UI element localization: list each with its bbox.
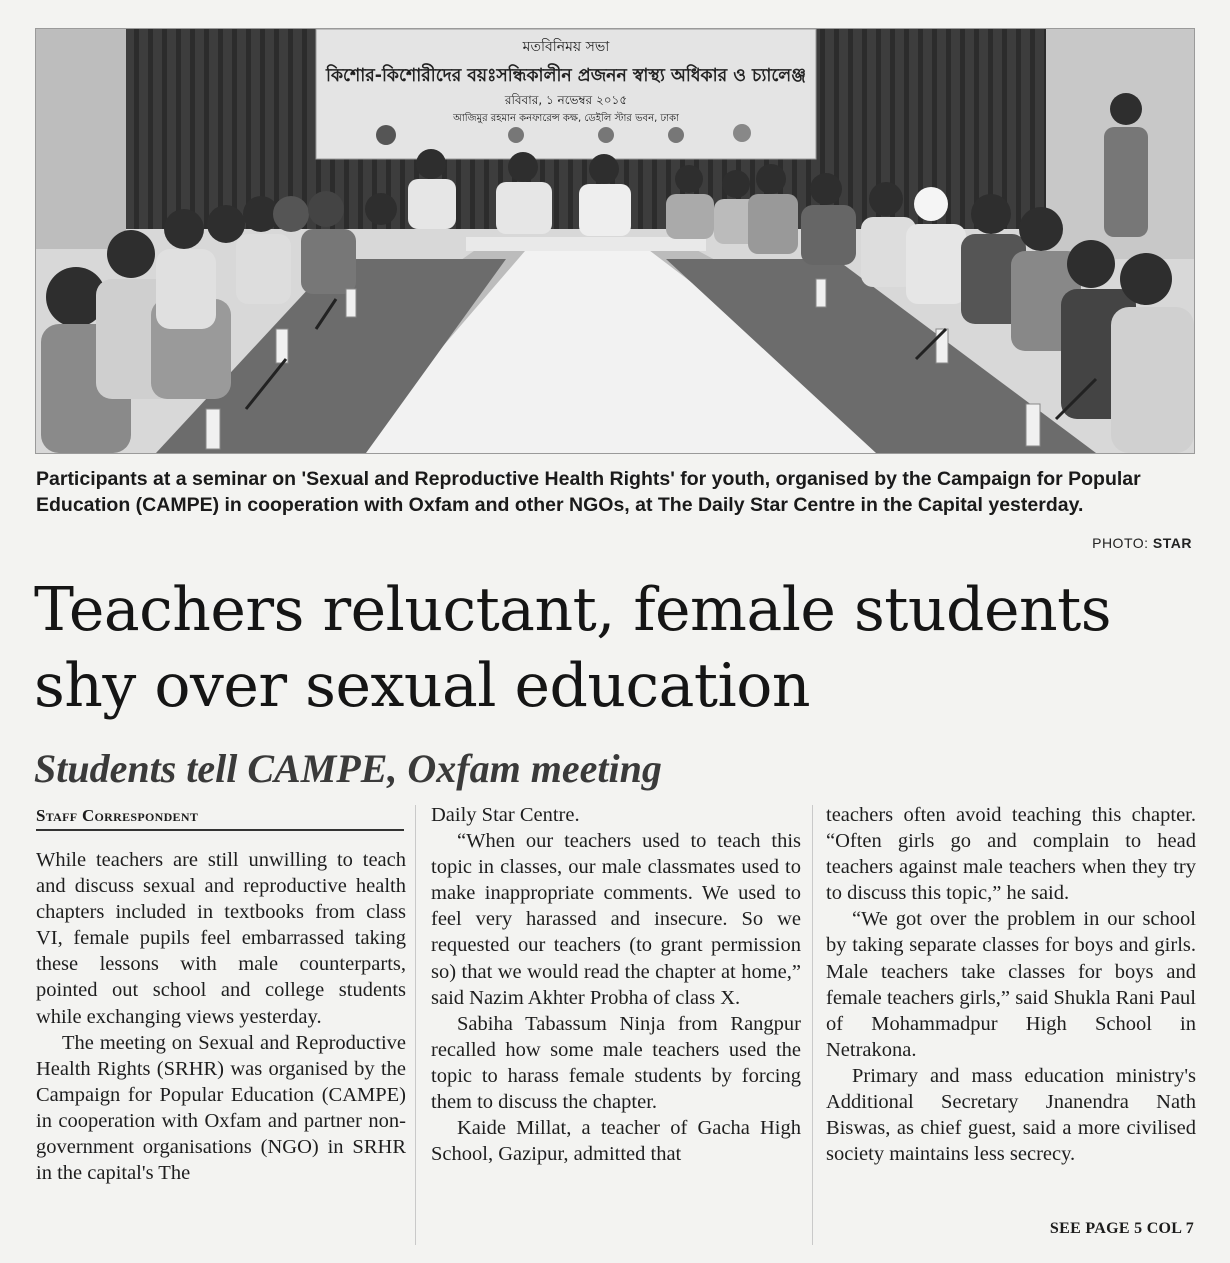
paragraph: While teachers are still unwilling to teach and discuss sexual and reproductive health chapters included in textbooks from class VI, female pupils feel embarrassed taking these lessons with male counterparts, pointed out school and college students while exchanging views yesterday. bbox=[36, 849, 406, 1028]
banner-line2: কিশোর-কিশোরীদের বয়ঃসন্ধিকালীন প্রজনন স্বাস্থ্য অধিকার ও চ্যালেঞ্জ bbox=[326, 65, 826, 86]
photo-credit-label: PHOTO: bbox=[1092, 535, 1149, 551]
article-column-1 bbox=[36, 847, 406, 1186]
banner-logo-icon bbox=[508, 127, 524, 143]
banner-logo-icon bbox=[668, 127, 684, 143]
paragraph: Daily Star Centre. bbox=[431, 804, 580, 826]
paragraph: The meeting on Sexual and Reproductive Health Rights (SRHR) was organised by the Campaign for Popular Education (CAMPE) in cooperation with Oxfam and partner non-government organisations (NGO) in SRHR in the capital's The bbox=[36, 1031, 406, 1185]
column-divider bbox=[812, 805, 813, 1245]
banner-line4: আজিমুর রহমান কনফারেন্স কক্ষ, ডেইলি স্টার ভবন, ঢাকা bbox=[453, 113, 679, 124]
paragraph: Kaide Millat, a teacher of Gacha High School, Gazipur, admitted that bbox=[431, 1117, 801, 1166]
photo-credit bbox=[1092, 535, 1192, 551]
banner-logo-icon bbox=[733, 124, 751, 142]
banner-line1: মতবিনিময় সভা bbox=[522, 39, 610, 55]
continuation-jump: SEE PAGE 5 COL 7 bbox=[1049, 1220, 1194, 1237]
paragraph: Primary and mass education ministry's Additional Secretary Jnanendra Nath Biswas, as chief guest, said a more civilised society maintains less secrecy. bbox=[826, 1064, 1196, 1166]
article-column-2 bbox=[431, 802, 801, 1167]
seminar-banner bbox=[316, 29, 826, 159]
paragraph: “We got over the problem in our school by taking separate classes for boys and girls. Male teachers take classes for boys and female teachers girls,” said Shukla Rani Paul of Mohammadpur High School in Netrakona. bbox=[826, 908, 1196, 1061]
paragraph: teachers often avoid teaching this chapter. “Often girls go and complain to head teachers against male teachers when they try to discuss this topic,” he said. bbox=[826, 804, 1196, 905]
seminar-photo bbox=[35, 28, 1195, 454]
banner-line3: রবিবার, ১ নভেম্বর ২০১৫ bbox=[504, 93, 628, 107]
banner-logo-icon bbox=[598, 127, 614, 143]
photo-credit-source: STAR bbox=[1152, 535, 1192, 551]
article-headline: Teachers reluctant, female students shy over sexual education bbox=[34, 575, 1112, 721]
column-divider bbox=[415, 805, 416, 1245]
article-subhead: Students tell CAMPE, Oxfam meeting bbox=[34, 746, 662, 791]
paragraph: Sabiha Tabassum Ninja from Rangpur recalled how some male teachers used the topic to harass female students by forcing them to discuss the chapter. bbox=[431, 1012, 801, 1114]
article-column-3 bbox=[826, 802, 1196, 1167]
photo-caption: Participants at a seminar on 'Sexual and Reproductive Health Rights' for youth, organised by the Campaign for Popular Education (CAMPE) in cooperation with Oxfam and other NGOs, at The Daily Star Centre in the Capital yesterday. bbox=[36, 468, 1141, 516]
banner-logo-icon bbox=[376, 125, 396, 145]
byline: Staff Correspondent bbox=[36, 805, 404, 831]
paragraph: “When our teachers used to teach this topic in classes, our male classmates used to make inappropriate comments. We used to feel very harassed and insecure. So we requested our teachers (to grant permission so) that we would read the chapter at home,” said Nazim Akhter Probha of class X. bbox=[431, 830, 801, 1009]
